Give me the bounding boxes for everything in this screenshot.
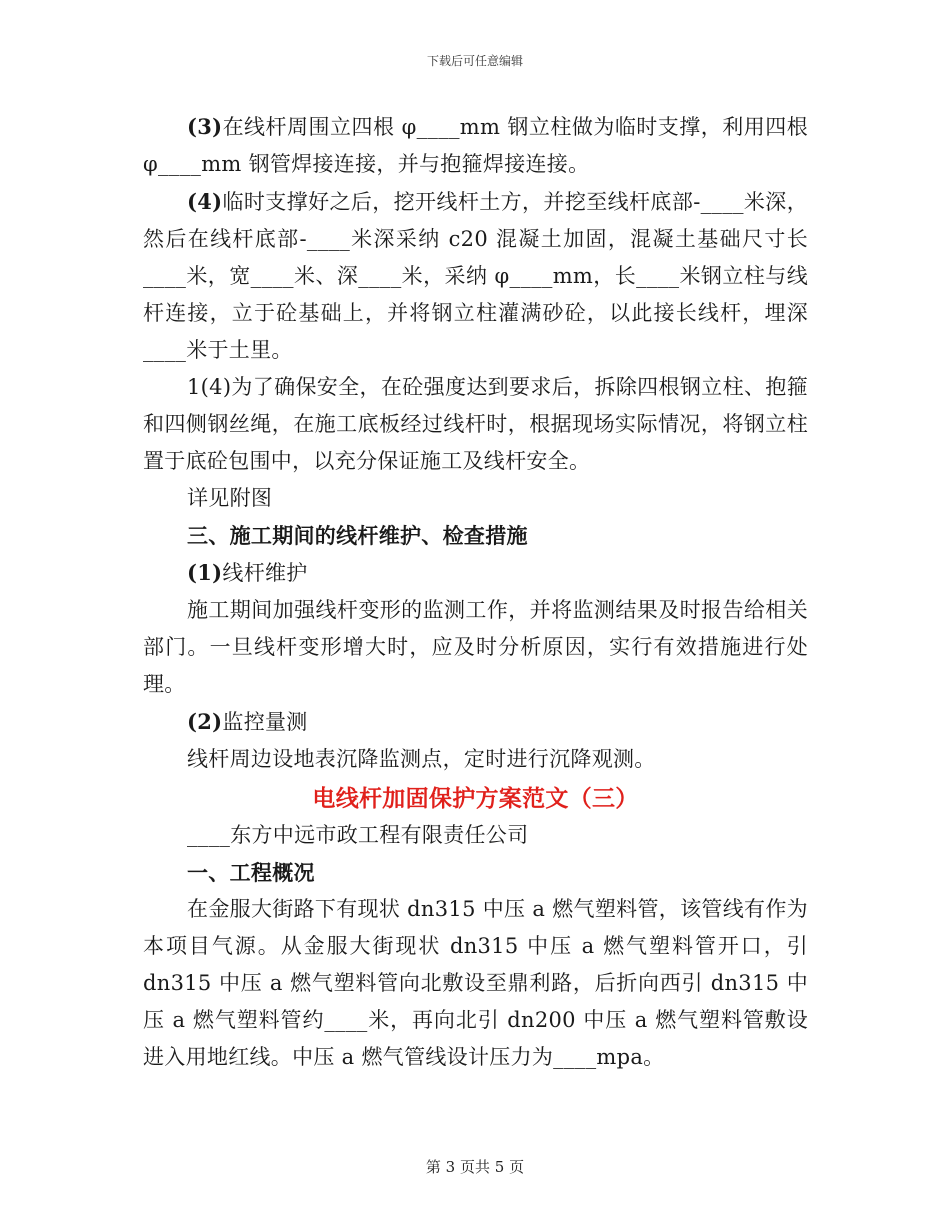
step-number: (1) — [187, 560, 223, 585]
paragraph-safety — [143, 369, 808, 480]
paragraph-monitoring — [143, 592, 808, 703]
document-title: 电线杆加固保护方案范文（三） — [312, 785, 639, 812]
subheading-2 — [143, 703, 808, 741]
step-number: (4) — [187, 189, 223, 214]
section-heading-3 — [143, 517, 808, 554]
paragraph-text: 在金服大街路下有现状 dn315 中压 a 燃气塑料管，该管线有作为本项目气源。从金服大街现状 dn315 中压 a 燃气塑料管开口，引 dn315 中压 a 燃气塑料管向北敷设至鼎利路，后折向西引 dn315 中压 a 燃气塑料管约____米，再向北引 dn200 中压 a 燃气塑料管敷设进入用地红线。中压 a 燃气管线设计压力为____mpa。 — [143, 897, 808, 1069]
subheading-text: 线杆维护 — [222, 561, 308, 585]
paragraph-settlement — [143, 741, 808, 778]
company-line — [143, 817, 808, 854]
paragraph-overview — [143, 891, 808, 1076]
heading-text: 一、工程概况 — [187, 860, 315, 885]
paragraph-text: 在线杆周围立四根 φ____mm 钢立柱做为临时支撑，利用四根φ____mm 钢管焊接连接，并与抱箍焊接连接。 — [143, 115, 808, 176]
document-body — [143, 108, 808, 1076]
paragraph-text: 施工期间加强线杆变形的监测工作，并将监测结果及时报告给相关部门。一旦线杆变形增大时，应及时分析原因，实行有效措施进行处理。 — [143, 598, 808, 696]
paragraph-see-figure — [143, 480, 808, 517]
paragraph-text: 1(4)为了确保安全，在砼强度达到要求后，拆除四根钢立柱、抱箍和四侧钢丝绳，在施工底板经过线杆时，根据现场实际情况，将钢立柱置于底砼包围中，以充分保证施工及线杆安全。 — [143, 375, 808, 473]
step-number: (3) — [187, 114, 223, 139]
paragraph-text: 线杆周边设地表沉降监测点，定时进行沉降观测。 — [187, 747, 656, 771]
paragraph-text: 临时支撑好之后，挖开线杆土方，并挖至线杆底部-____米深，然后在线杆底部-____米深采纳 c20 混凝土加固，混凝土基础尺寸长____米，宽____米、深____米，采纳 φ____mm，长____米钢立柱与线杆连接，立于砼基础上，并将钢立柱灌满砂砼，以此接长线杆，埋深____米于土里。 — [143, 190, 808, 362]
subheading-text: 监控量测 — [222, 710, 308, 734]
page-footer: 第 3 页共 5 页 — [425, 1158, 525, 1176]
paragraph-step-4 — [143, 183, 808, 369]
paragraph-step-3 — [143, 108, 808, 183]
section-heading-1 — [143, 854, 808, 891]
subheading-1 — [143, 554, 808, 592]
paragraph-text: 详见附图 — [187, 486, 273, 510]
step-number: (2) — [187, 709, 223, 734]
heading-text: 三、施工期间的线杆维护、检查措施 — [187, 523, 528, 548]
paragraph-text: ____东方中远市政工程有限责任公司 — [187, 823, 529, 847]
page-header: 下载后可任意编辑 — [426, 54, 523, 68]
